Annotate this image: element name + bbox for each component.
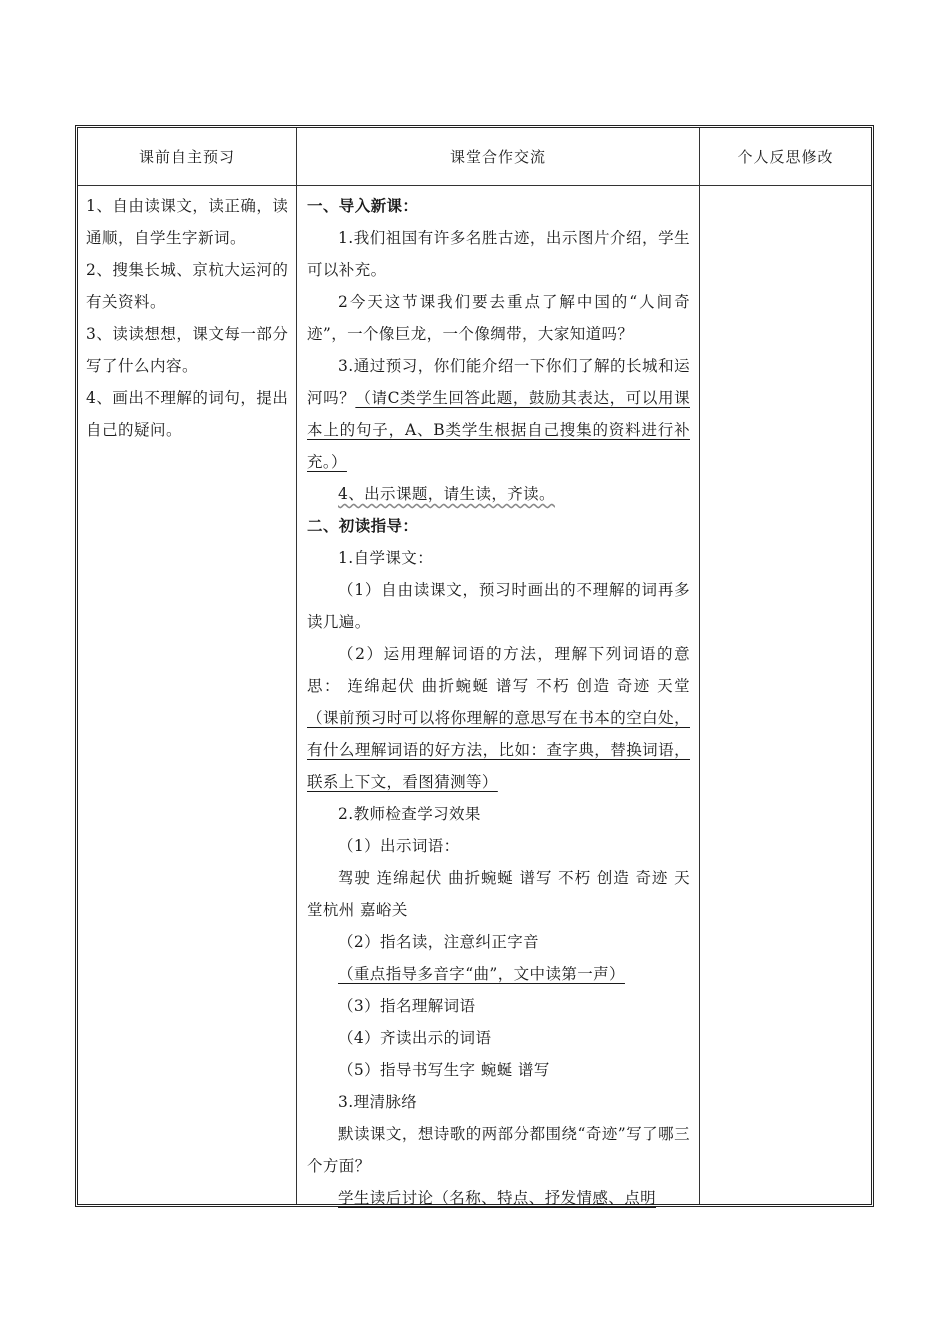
paragraph: 默读课文，想诗歌的两部分都围绕“奇迹”写了哪三个方面？ bbox=[307, 1125, 690, 1175]
word-list: 驾驶 连绵起伏 曲折蜿蜒 谱写 不朽 创造 奇迹 天堂杭州 嘉峪关 bbox=[307, 869, 690, 919]
paragraph: （3）指名理解词语 bbox=[338, 997, 476, 1015]
paragraph: （1）自由读课文，预习时画出的不理解的词再多读几遍。 bbox=[307, 581, 690, 631]
paragraph: 1.我们祖国有许多名胜古迹，出示图片介绍，学生可以补充。 bbox=[307, 229, 690, 279]
paragraph: （1）出示词语： bbox=[338, 837, 460, 855]
teaching-note: 学生读后讨论（名称、特点、抒发情感、点明 bbox=[338, 1189, 657, 1207]
paragraph: （2）指名读，注意纠正字音 bbox=[338, 933, 540, 951]
paragraph-text: 4、出示课题，请生读，齐读。 bbox=[338, 485, 555, 503]
header-classroom: 课堂合作交流 bbox=[449, 148, 546, 166]
paragraph: （5）指导书写生字 蜿蜒 谱写 bbox=[338, 1061, 550, 1079]
section-title: 二、初读指导： bbox=[307, 516, 419, 535]
paragraph-text: 3.通过预习，你们能介绍一下你们了解的长城和运河吗？ bbox=[307, 357, 690, 407]
teaching-note: （重点指导多音字“曲”，文中读第一声） bbox=[338, 965, 625, 983]
header-divider bbox=[78, 185, 871, 186]
header-reflection: 个人反思修改 bbox=[737, 148, 834, 166]
teaching-note: （请C类学生回答此题，鼓励其表达，可以用课本上的句子，A、B类学生根据自己搜集的资料进行补充。） bbox=[307, 389, 690, 471]
paragraph: （4）齐读出示的词语 bbox=[338, 1029, 492, 1047]
column-divider bbox=[296, 128, 297, 1204]
classroom-column bbox=[307, 190, 690, 1214]
paragraph: 3.理清脉络 bbox=[338, 1093, 418, 1111]
preview-item: 1、自由读课文，读正确，读通顺，自学生字新词。 bbox=[86, 197, 289, 247]
paragraph-text: （2）运用理解词语的方法，理解下列词语的意思： 连绵起伏 曲折蜿蜒 谱写 不朽 创造 奇迹 天堂 bbox=[307, 645, 690, 695]
preview-item: 4、画出不理解的词句，提出自己的疑问。 bbox=[86, 389, 289, 439]
teaching-note: （课前预习时可以将你理解的意思写在书本的空白处，有什么理解词语的好方法，比如：查字典，替换词语，联系上下文，看图猜测等） bbox=[307, 709, 690, 791]
paragraph bbox=[307, 478, 690, 510]
paragraph: 2今天这节课我们要去重点了解中国的“人间奇迹”，一个像巨龙，一个像绸带，大家知道吗？ bbox=[307, 293, 690, 343]
preview-item: 3、读读想想，课文每一部分写了什么内容。 bbox=[86, 325, 289, 375]
paragraph bbox=[307, 350, 690, 478]
paragraph bbox=[307, 958, 690, 990]
preview-item: 2、搜集长城、京杭大运河的有关资料。 bbox=[86, 261, 289, 311]
preview-column bbox=[86, 190, 291, 446]
section-title: 一、导入新课： bbox=[307, 196, 419, 215]
header-preview: 课前自主预习 bbox=[138, 148, 235, 166]
paragraph: 1.自学课文： bbox=[338, 549, 434, 567]
paragraph bbox=[307, 638, 690, 798]
paragraph bbox=[307, 1182, 690, 1214]
paragraph: 2.教师检查学习效果 bbox=[338, 805, 481, 823]
lesson-plan-table bbox=[75, 125, 874, 1207]
column-divider bbox=[699, 128, 700, 1204]
